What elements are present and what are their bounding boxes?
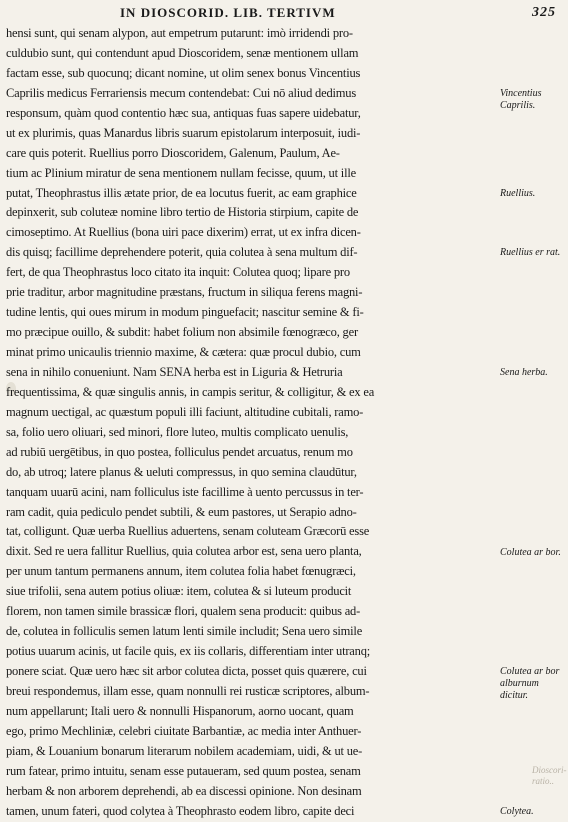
text-line: dixit. Sed re uera fallitur Ruellius, quia colutea arbor est, sena uero planta, <box>6 544 362 559</box>
marginal-note: Colutea ar bor. <box>500 546 561 558</box>
text-line: tudine lentis, qui oues mirum in modum pinguefacit; nascitur semine & fi- <box>6 305 364 320</box>
text-line: herbam & non arborem deprehendi, ab ea discessi opinione. Non desinam <box>6 783 362 798</box>
text-line: care quis poterit. Ruellius porro Dioscoridem, Galenum, Paulum, Ae- <box>6 145 340 160</box>
text-line: factam esse, sub quocunq; dicant nomine, ut olim senex bonus Vincentius <box>6 65 361 80</box>
text-line: responsum, quàm quod contentio hæc sua, antiquas fuas sapere uidebatur, <box>6 105 361 120</box>
text-line: cimoseptimo. At Ruellius (bona uiri pace dixerim) errat, ut ex infra dicen- <box>6 225 361 240</box>
text-line: rum fatear, primo intuitu, senam esse putaueram, sed quum postea, senam <box>6 763 361 778</box>
body-text <box>6 24 496 822</box>
text-line: per unum tantum permanens annum, item colutea folia habet fœnugræci, <box>6 564 356 579</box>
text-line: potius uuarum acinis, ut facile quis, ex iis collaris, differentiam inter utranq; <box>6 644 371 659</box>
text-line: depinxerit, sub coluteæ nomine libro tertio de Historia stirpium, capite de <box>6 205 359 220</box>
text-line: ponere sciat. Quæ uero hæc sit arbor colutea dicta, posset quis quærere, cui <box>6 664 367 678</box>
page-number: 325 <box>532 5 556 20</box>
text-line: ego, primo Mechliniæ, celebri ciuitate Barbantiæ, ac media inter Anthuer- <box>6 723 362 738</box>
show-through-text: Dioscori- ratio.. <box>532 765 567 786</box>
text-line: prie traditur, arbor magnitudine præstans, fructum in siliqua ferens magni- <box>6 285 363 300</box>
marginal-note: Ruellius er rat. <box>500 247 561 259</box>
text-line: hensi sunt, qui senam alypon, aut empetrum putarunt: imò irridendi pro- <box>6 26 353 40</box>
text-line: sa, folio uero oliuari, sed minori, flore luteo, multis complicato uenulis, <box>6 424 349 439</box>
marginal-note: Sena herba. <box>500 367 548 379</box>
text-line: Caprilis medicus Ferrariensis mecum contendebat: Cui nō aliud dedimus <box>6 85 357 100</box>
marginal-note: Ruellius. <box>500 187 536 199</box>
text-line: ad rubiū uergētibus, in quo postea, folliculus pendet arcuatus, renum mo <box>6 444 353 459</box>
text-line: culdubio sunt, qui contendunt apud Dioscoridem, senæ mentionem ullam <box>6 45 359 60</box>
text-line: magnum uectigal, ac quæstum populi illi faciunt, altitudine cubitali, ramo- <box>6 404 364 419</box>
text-line: de, colutea in folliculis semen latum lenti simile includit; Sena uero simile <box>6 624 363 639</box>
text-line: tamen, unum fateri, quod colytea à Theophrasto eodem libro, capite deci <box>6 803 355 818</box>
text-line: tat, colligunt. Quæ uerba Ruellius aduertens, senam coluteam Græcorū esse <box>6 524 370 539</box>
text-line: tanquam uuarū acini, nam folliculus iste facillime à uento percussus in ter- <box>6 484 364 499</box>
text-line: piam, & Louanium bonarum literarum nobilem academiam, uidi, & ut ue- <box>6 743 363 758</box>
text-line: frequentissima, & quæ singulis annis, in campis seritur, & colligitur, & ex ea <box>6 384 375 399</box>
text-line: siue trifolii, sena autem potius oliuæ: item, colutea & si luteum producit <box>6 584 352 599</box>
text-line: sena in nihilo conueniunt. Nam SENA herba est in Liguria & Hetruria <box>6 364 343 379</box>
marginal-note: Colytea. <box>500 806 534 818</box>
running-head: IN DIOSCORID. LIB. TERTIVM <box>120 5 336 20</box>
page-header <box>0 2 568 24</box>
marginal-note: Colutea ar bor alburnum dicitur. <box>500 666 560 702</box>
text-line: dis quisq; facillime deprehendere poterit, quia colutea à sena multum dif- <box>6 245 358 260</box>
text-line: do, ab utroq; latere planus & ueluti compressus, in quo semina claudūtur, <box>6 464 357 479</box>
text-line: putat, Theophrastus illis ætate prior, de ea locutus fuerit, ac eam graphice <box>6 185 357 200</box>
marginal-note: Vincentius Caprilis. <box>500 87 542 111</box>
text-line: tium ac Plinium miratur de sena mentionem nullam fecisse, quum, ut ille <box>6 165 356 180</box>
text-line: breui respondemus, illam esse, quam nonnulli rei rusticæ scriptores, album- <box>6 683 370 698</box>
text-line: florem, non tamen simile brassicæ flori, qualem sena producit: quibus ad- <box>6 604 361 619</box>
text-line: ut ex plurimis, quas Manardus libris suarum epistolarum interposuit, iudi- <box>6 125 361 140</box>
text-line: mo præcipue ouillo, & subdit: habet folium non absimile fœnogræco, ger <box>6 325 358 340</box>
text-line: num appellarunt; Itali uero & nonnulli Hispanorum, aorno uocant, quam <box>6 703 354 718</box>
text-line: fert, de qua Theophrastus loco citato ita inquit: Colutea quoq; lipare pro <box>6 265 350 280</box>
text-line: minat primo unicaulis triennio maxime, & cætera: quæ procul dubio, cum <box>6 345 361 359</box>
text-line: ram cadit, quia pediculo pendet subtili, & eum pastores, ut Serapio adno- <box>6 504 357 519</box>
